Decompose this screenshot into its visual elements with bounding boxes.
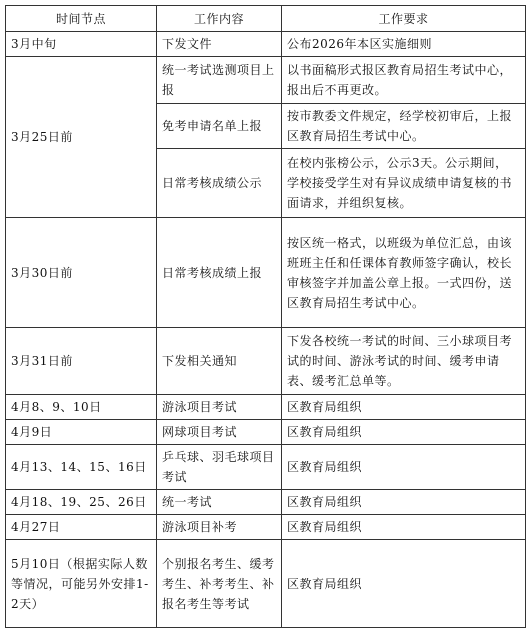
requirement-cell: 区教育局组织 (282, 420, 526, 445)
time-cell: 4月8、9、10日 (6, 395, 157, 420)
time-cell: 4月18、19、25、26日 (6, 490, 157, 515)
requirement-cell: 区教育局组织 (282, 490, 526, 515)
content-cell: 游泳项目补考 (157, 515, 282, 540)
requirement-cell: 按市教委文件规定，经学校初审后，上报区教育局招生考试中心。 (282, 104, 526, 149)
table-header-row (6, 6, 526, 32)
table-row (6, 420, 526, 445)
time-cell: 3月31日前 (6, 328, 157, 395)
time-cell: 4月13、14、15、16日 (6, 445, 157, 490)
schedule-table (5, 5, 526, 628)
header-requirement: 工作要求 (282, 6, 526, 32)
content-cell: 个别报名考生、缓考考生、补考考生、补报名考生等考试 (157, 540, 282, 628)
content-cell: 免考申请名单上报 (157, 104, 282, 149)
requirement-cell: 区教育局组织 (282, 395, 526, 420)
requirement-cell: 公布2026年本区实施细则 (282, 32, 526, 57)
table-row (6, 32, 526, 57)
content-cell: 乒乓球、羽毛球项目考试 (157, 445, 282, 490)
table-row (6, 445, 526, 490)
content-cell: 统一考试 (157, 490, 282, 515)
table-row (6, 328, 526, 395)
time-cell: 4月27日 (6, 515, 157, 540)
table-row (6, 490, 526, 515)
time-cell: 3月30日前 (6, 218, 157, 328)
table-row (6, 515, 526, 540)
requirement-cell: 区教育局组织 (282, 445, 526, 490)
requirement-cell: 以书面稿形式报区教育局招生考试中心，报出后不再更改。 (282, 57, 526, 104)
content-cell: 游泳项目考试 (157, 395, 282, 420)
content-cell: 日常考核成绩公示 (157, 149, 282, 218)
header-time: 时间节点 (6, 6, 157, 32)
content-cell: 下发文件 (157, 32, 282, 57)
content-cell: 下发相关通知 (157, 328, 282, 395)
time-cell: 3月25日前 (6, 57, 157, 218)
table-row (6, 540, 526, 628)
content-cell: 统一考试选测项目上报 (157, 57, 282, 104)
table-row (6, 218, 526, 328)
requirement-cell: 在校内张榜公示，公示3天。公示期间，学校接受学生对有异议成绩申请复核的书面请求，并组织复核。 (282, 149, 526, 218)
requirement-cell: 下发各校统一考试的时间、三小球项目考试的时间、游泳考试的时间、缓考申请表、缓考汇总单等。 (282, 328, 526, 395)
time-cell: 4月9日 (6, 420, 157, 445)
content-cell: 日常考核成绩上报 (157, 218, 282, 328)
requirement-cell: 区教育局组织 (282, 515, 526, 540)
time-cell: 3月中旬 (6, 32, 157, 57)
header-content: 工作内容 (157, 6, 282, 32)
table-row (6, 395, 526, 420)
requirement-cell: 区教育局组织 (282, 540, 526, 628)
time-cell: 5月10日（根据实际人数等情况，可能另外安排1-2天） (6, 540, 157, 628)
table-row (6, 57, 526, 104)
content-cell: 网球项目考试 (157, 420, 282, 445)
requirement-cell: 按区统一格式，以班级为单位汇总，由该班班主任和任课体育教师签字确认，校长审核签字并加盖公章上报。一式四份，送区教育局招生考试中心。 (282, 218, 526, 328)
